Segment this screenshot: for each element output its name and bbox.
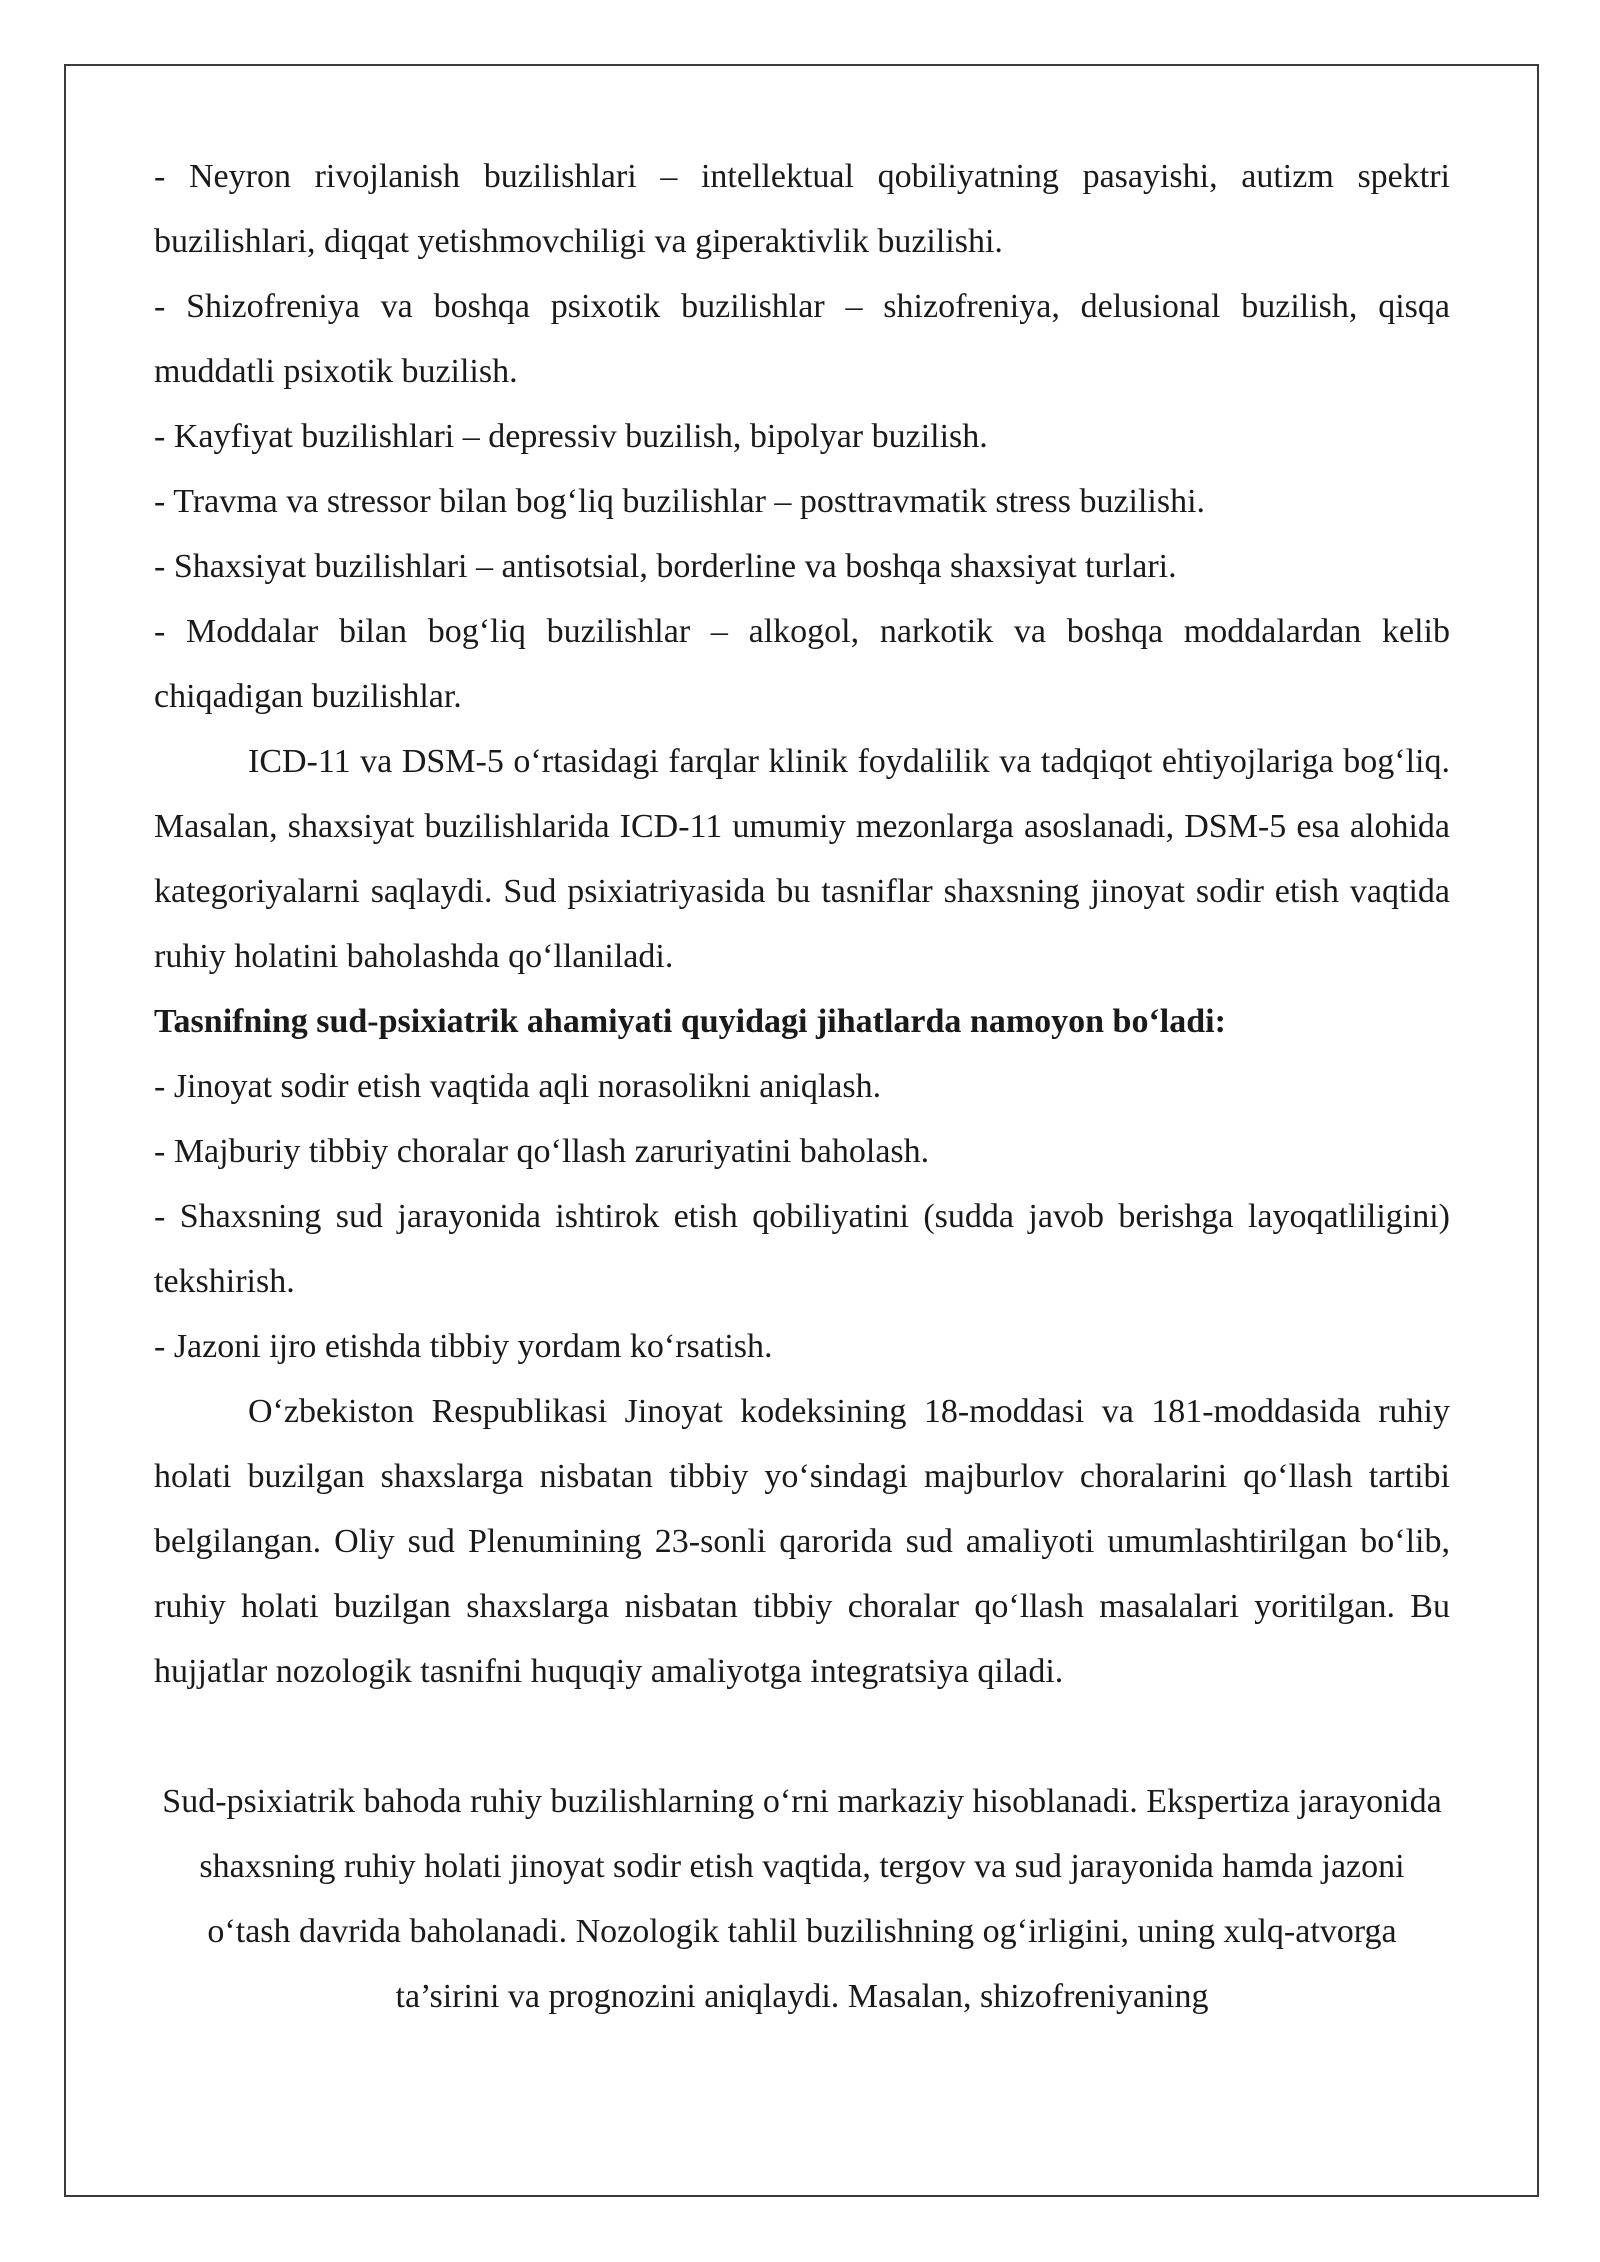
- list-item: - Majburiy tibbiy choralar qo‘llash zaruriyatini baholash.: [154, 1133, 930, 1170]
- document-body: [154, 144, 1450, 2029]
- paragraph-icd-dsm: ICD-11 va DSM-5 o‘rtasidagi farqlar klinik foydalilik va tadqiqot ehtiyojlariga bog‘liq. Masalan, shaxsiyat buzilishlarida ICD-11 umumiy mezonlarga asoslanadi, DSM-5 esa alohida kategoriyalarni saqlaydi. Sud psixiatriyasida bu tasniflar shaxsning jinoyat sodir etish vaqtida ruhiy holatini baholashda qo‘llaniladi.: [154, 743, 1450, 975]
- list-item: - Shizofreniya va boshqa psixotik buzilishlar – shizofreniya, delusional buzilish, qisqa muddatli psixotik buzilish.: [154, 288, 1450, 390]
- list-item: - Shaxsiyat buzilishlari – antisotsial, borderline va boshqa shaxsiyat turlari.: [154, 548, 1177, 585]
- list-item: - Moddalar bilan bog‘liq buzilishlar – alkogol, narkotik va boshqa moddalardan kelib chiqadigan buzilishlar.: [154, 613, 1450, 715]
- list-item: - Jazoni ijro etishda tibbiy yordam ko‘rsatish.: [154, 1328, 773, 1365]
- section-heading: Tasnifning sud-psixiatrik ahamiyati quyidagi jihatlarda namoyon bo‘ladi:: [154, 1003, 1226, 1040]
- list-item: - Shaxsning sud jarayonida ishtirok etish qobiliyatini (sudda javob berishga layoqatliligini) tekshirish.: [154, 1198, 1450, 1300]
- list-item: - Travma va stressor bilan bog‘liq buzilishlar – posttravmatik stress buzilishi.: [154, 483, 1206, 520]
- list-item: - Neyron rivojlanish buzilishlari – intellektual qobiliyatning pasayishi, autizm spektri buzilishlari, diqqat yetishmovchiligi va giperaktivlik buzilishi.: [154, 158, 1450, 260]
- paragraph-forensic-assessment: Sud-psixiatrik bahoda ruhiy buzilishlarning o‘rni markaziy hisoblanadi. Ekspertiza jarayonida shaxsning ruhiy holati jinoyat sodir etish vaqtida, tergov va sud jarayonida hamda jazoni o‘tash davrida baholanadi. Nozologik tahlil buzilishning og‘irligini, uning xulq-atvorga ta’sirini va prognozini aniqlaydi. Masalan, shizofreniyaning: [162, 1783, 1442, 2015]
- list-item: - Jinoyat sodir etish vaqtida aqli norasolikni aniqlash.: [154, 1068, 882, 1105]
- paragraph-criminal-code: O‘zbekiston Respublikasi Jinoyat kodeksining 18-moddasi va 181-moddasida ruhiy holati buzilgan shaxslarga nisbatan tibbiy yo‘sindagi majburlov choralarini qo‘llash tartibi belgilangan. Oliy sud Plenumining 23-sonli qarorida sud amaliyoti umumlashtirilgan bo‘lib, ruhiy holati buzilgan shaxslarga nisbatan tibbiy choralar qo‘llash masalalari yoritilgan. Bu hujjatlar nozologik tasnifni huquqiy amaliyotga integratsiya qiladi.: [154, 1393, 1450, 1690]
- list-item: - Kayfiyat buzilishlari – depressiv buzilish, bipolyar buzilish.: [154, 418, 988, 455]
